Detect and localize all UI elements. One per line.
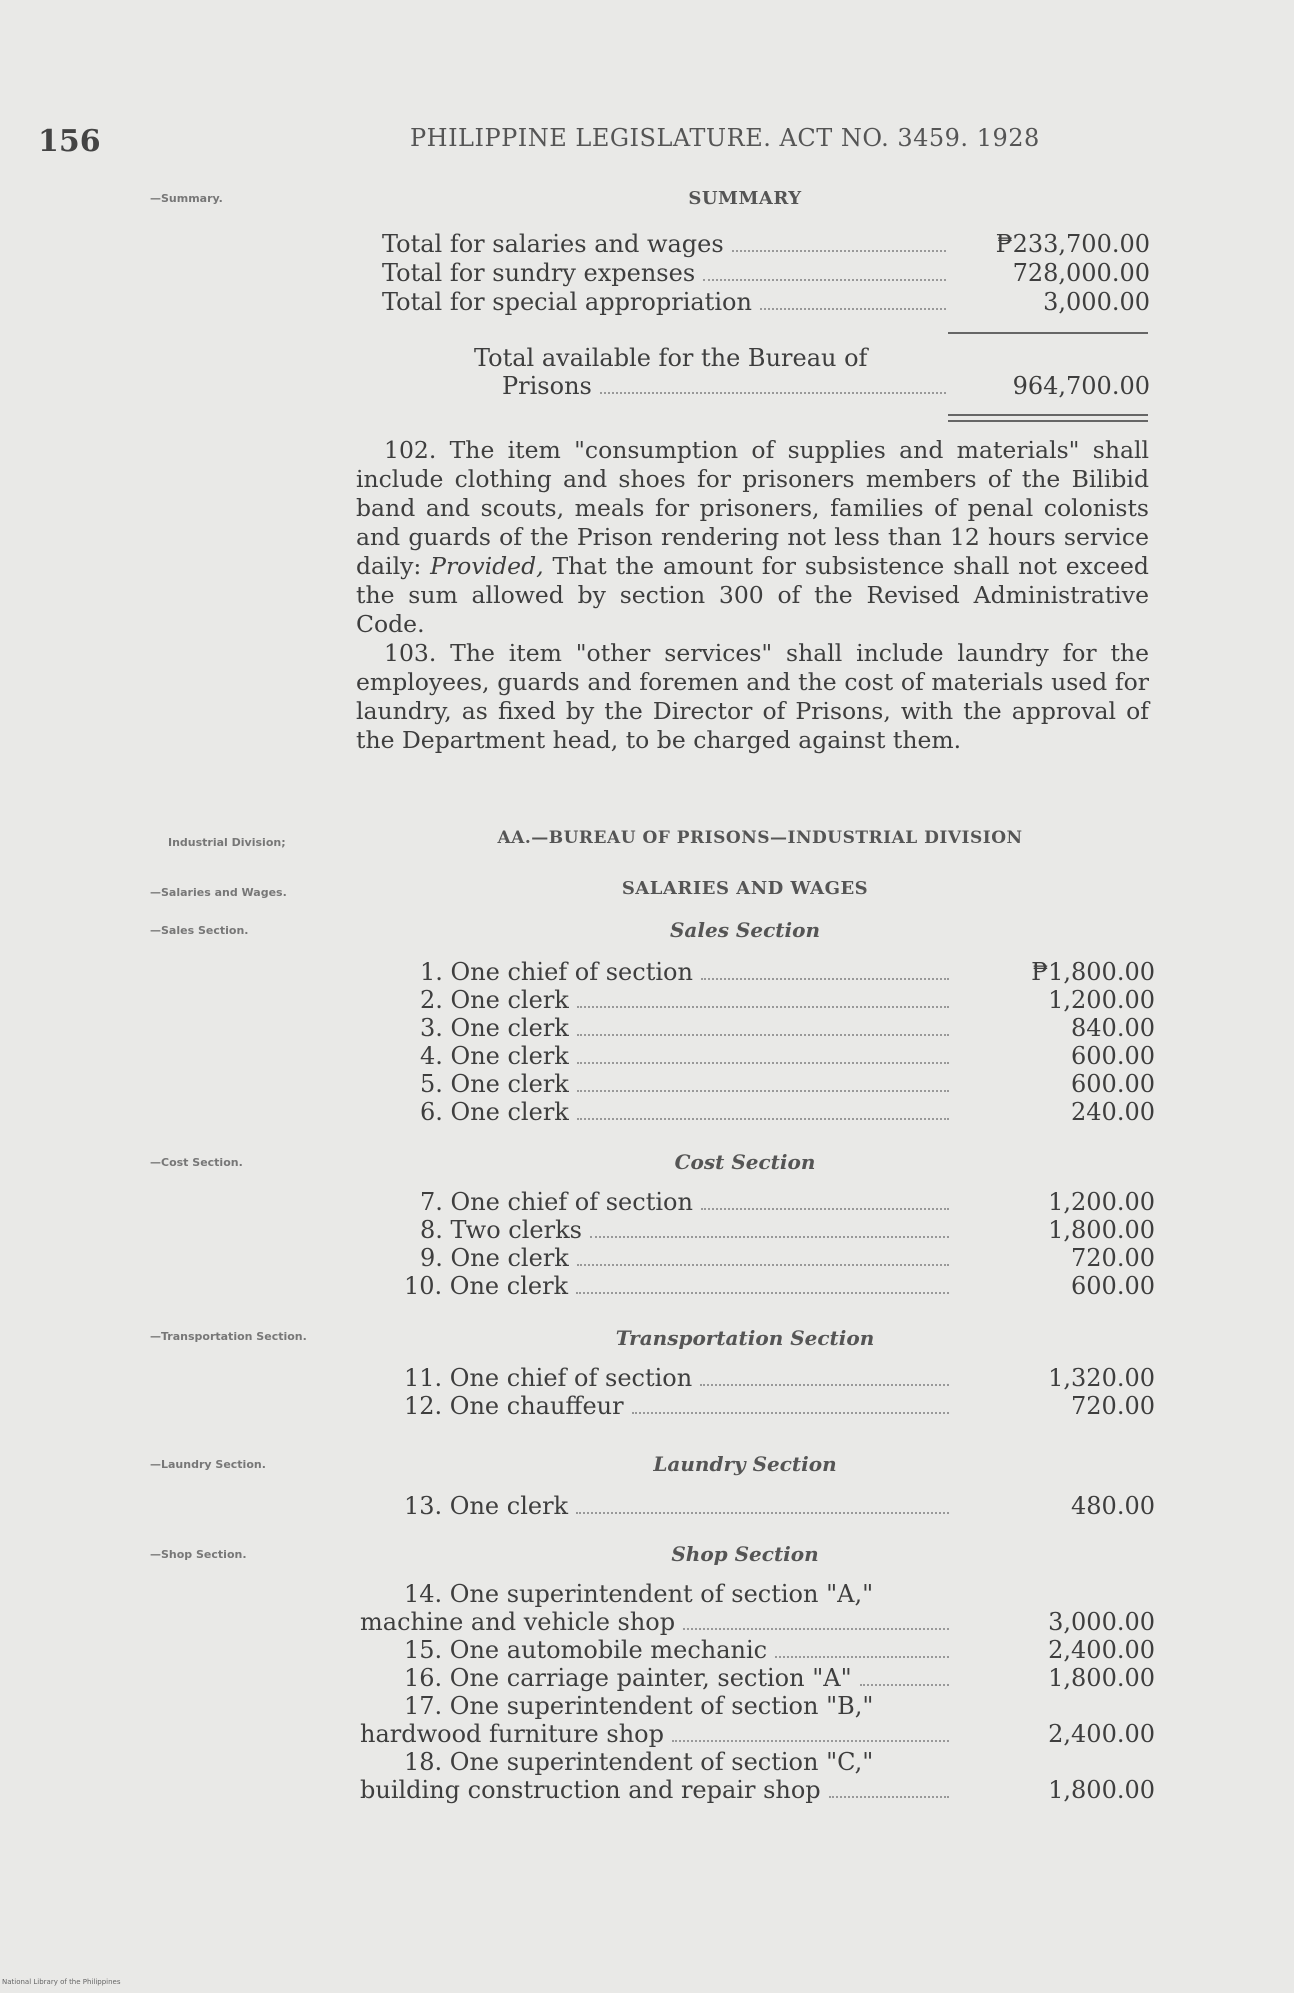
line-item-amount: 1,200.00 [1048,986,1155,1014]
line-item [404,1272,955,1300]
line-item-amount: 1,800.00 [1048,1776,1155,1804]
shop-section-title: Shop Section [671,1542,819,1566]
margin-note-laundry: —Laundry Section. [150,1458,266,1471]
line-item [420,1070,955,1098]
line-item-label: 11. One chief of section [404,1364,693,1392]
p102-text-after: That the amount for subsistence shall not exceed the sum allowed by section 300 of the Revised Administrative Code. [356,552,1149,638]
dot-leader [600,392,946,394]
line-item [404,1492,955,1520]
line-item-amount: 1,800.00 [1048,1216,1155,1244]
dot-leader [577,1006,949,1008]
subtotal-rule [948,332,1148,334]
line-item-amount: 1,200.00 [1048,1188,1155,1216]
margin-note-cost: —Cost Section. [150,1156,243,1169]
dot-leader [683,1628,949,1630]
line-item-label: 7. One chief of section [420,1188,693,1216]
line-item-amount: 840.00 [1071,1014,1155,1042]
laundry-section-title: Laundry Section [653,1452,837,1476]
margin-note-transport: —Transportation Section. [150,1330,307,1343]
margin-note-industrial: Industrial Division; [168,836,286,849]
dot-leader [775,1656,949,1658]
running-head: PHILIPPINE LEGISLATURE. ACT NO. 3459. 1928 [410,124,1040,152]
dot-leader [632,1412,949,1414]
summary-row-amount: 728,000.00 [1012,259,1150,287]
line-item-label: 1. One chief of section [420,958,693,986]
shop-item-15: 15. One automobile mechanic [404,1636,768,1664]
dot-leader [701,1208,949,1210]
line-item [420,958,955,986]
shop-item-16: 16. One carriage painter, section "A" [404,1664,852,1692]
line-item-label: 3. One clerk [420,1014,569,1042]
line-item-amount: 2,400.00 [1048,1720,1155,1748]
line-item [420,1188,955,1216]
transportation-section-title: Transportation Section [615,1326,875,1350]
line-item [420,1042,955,1070]
line-item-amount: 480.00 [1071,1492,1155,1520]
summary-row-label: Total for sundry expenses [382,259,696,287]
summary-total-label-2: Prisons [502,372,592,400]
line-item-label: 6. One clerk [420,1098,569,1126]
line-item [404,1392,955,1420]
salaries-heading: SALARIES AND WAGES [621,878,869,899]
page-number: 156 [38,124,101,159]
summary-row-amount: 3,000.00 [1043,288,1150,316]
line-item [420,1098,955,1126]
shop-item-17-line1: 17. One superintendent of section "B," [404,1692,874,1720]
dot-leader [829,1796,949,1798]
summary-row-amount: ₱233,700.00 [995,230,1150,258]
summary-total-label: Total available for the Bureau of [474,344,868,372]
line-item-amount: 600.00 [1071,1272,1155,1300]
scan-footer: National Library of the Philippines [2,1978,121,1986]
summary-row-label: Total for special appropriation [382,288,752,316]
summary-row [382,288,952,316]
line-item-amount: 600.00 [1071,1042,1155,1070]
line-item [404,1364,955,1392]
section-102-paragraph [356,436,1149,755]
dot-leader [700,1384,949,1386]
dot-leader [576,1512,949,1514]
dot-leader [703,279,946,281]
shop-item-18-line2: building construction and repair shop [360,1776,821,1804]
line-item [420,1216,955,1244]
margin-note-shop: —Shop Section. [150,1548,247,1561]
summary-row [382,230,952,258]
dot-leader [760,308,946,310]
sales-section-title: Sales Section [669,918,820,942]
p102-text: 102. The item "consumption of supplies and materials" shall include clothing and shoes for prisoners members of the Bilibid band and scouts, meals for prisoners, families of penal colonists and guards of the Prison rendering not less than 12 hours service daily: [356,436,1149,580]
dot-leader [701,978,949,980]
line-item [360,1720,955,1748]
summary-total-amount: 964,700.00 [1012,372,1150,400]
margin-note-sales: —Sales Section. [150,924,249,937]
line-item [360,1776,955,1804]
line-item [404,1664,955,1692]
shop-item-17-line2: hardwood furniture shop [360,1720,664,1748]
shop-item-14-line1: 14. One superintendent of section "A," [404,1580,874,1608]
dot-leader [577,1034,949,1036]
line-item-amount: 1,800.00 [1048,1664,1155,1692]
margin-note-salaries: —Salaries and Wages. [150,886,287,899]
line-item-amount: ₱1,800.00 [1031,958,1155,986]
line-item-amount: 3,000.00 [1048,1608,1155,1636]
shop-item-18-line1: 18. One superintendent of section "C," [404,1748,874,1776]
line-item-amount: 240.00 [1071,1098,1155,1126]
line-item [420,1244,955,1272]
line-item-amount: 600.00 [1071,1070,1155,1098]
line-item-label: 12. One chauffeur [404,1392,624,1420]
line-item-label: 2. One clerk [420,986,569,1014]
line-item-label: 5. One clerk [420,1070,569,1098]
line-item-amount: 720.00 [1071,1244,1155,1272]
dot-leader [672,1740,949,1742]
line-item [360,1608,955,1636]
dot-leader [577,1264,949,1266]
total-double-rule [948,414,1148,422]
shop-item-14-line2: machine and vehicle shop [360,1608,676,1636]
line-item-amount: 1,320.00 [1048,1364,1155,1392]
provided-proviso: Provided, [430,552,544,580]
dot-leader [577,1062,949,1064]
line-item-amount: 2,400.00 [1048,1636,1155,1664]
line-item-label: 9. One clerk [420,1244,569,1272]
summary-row-label: Total for salaries and wages [382,230,724,258]
line-item-amount: 720.00 [1071,1392,1155,1420]
dot-leader [590,1236,949,1238]
summary-heading: SUMMARY [688,188,802,209]
line-item-label: 10. One clerk [404,1272,569,1300]
section-103-paragraph: 103. The item "other services" shall include laundry for the employees, guards and foremen and the cost of materials used for laundry, as fixed by the Director of Prisons, with the approval of the Department head, to be charged against them. [356,639,1149,754]
dot-leader [577,1090,949,1092]
dot-leader [576,1292,949,1294]
dot-leader [577,1118,949,1120]
dot-leader [860,1684,949,1686]
margin-note-summary: —Summary. [150,192,223,205]
dot-leader [732,250,946,252]
line-item-label: 13. One clerk [404,1492,569,1520]
summary-row [382,259,952,287]
cost-section-title: Cost Section [674,1150,816,1174]
line-item-label: 8. Two clerks [420,1216,582,1244]
line-item [404,1636,955,1664]
line-item-label: 4. One clerk [420,1042,569,1070]
line-item [420,986,955,1014]
division-heading: AA.—BUREAU OF PRISONS—INDUSTRIAL DIVISION [497,828,1023,848]
line-item [420,1014,955,1042]
summary-total-row [502,372,952,400]
